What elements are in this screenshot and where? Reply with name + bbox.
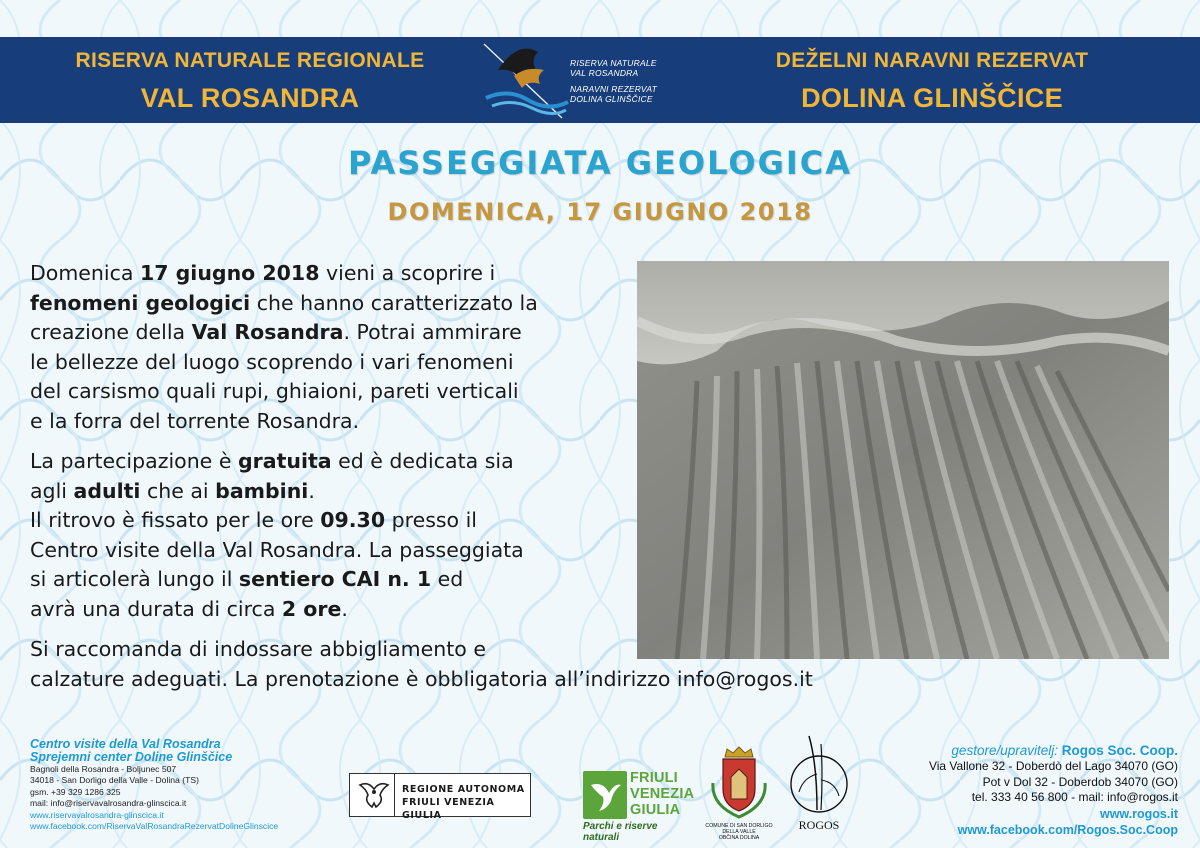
body-text-run: Il ritrovo è fissato per le ore <box>30 508 321 532</box>
body-text-run: calzature adeguati. La prenotazione è obbligatoria all’indirizzo info@rogos.it <box>30 666 813 691</box>
header-right-line1: DEŽELNI NARAVNI REZERVAT <box>775 49 1089 72</box>
highlight-text: adulti <box>73 478 141 503</box>
body-text-run: vieni a scoprire i <box>319 261 496 285</box>
highlight-text: gratuita <box>237 449 332 473</box>
rogos-word: ROGOS <box>798 818 840 832</box>
fvg-parks-logo <box>583 771 693 841</box>
manager-name: Rogos Soc. Coop. <box>1061 743 1178 758</box>
body-text-run: . Potrai ammirare <box>343 320 522 344</box>
municipal-crest-icon <box>707 743 771 823</box>
manager-facebook-link[interactable]: www.facebook.com/Rogos.Soc.Coop <box>957 822 1178 837</box>
manager-info <box>929 742 1178 838</box>
highlight-text: 09.30 <box>320 508 386 532</box>
regione-line1: REGIONE AUTONOMA <box>402 784 525 795</box>
visitor-center-website-link[interactable]: www.riservavalrosandra-glinscica.it <box>30 809 164 820</box>
header-right-title <box>712 37 1152 123</box>
event-date: DOMENICA, 17 GIUGNO 2018 <box>387 198 813 226</box>
visitor-center-info <box>30 738 278 832</box>
fvg-bird-mark <box>583 771 627 819</box>
body-text-run: che hanno caratterizzato la <box>250 290 538 315</box>
manager-title <box>929 742 1178 759</box>
visitor-center-address-2: 34018 - San Dorligo della Valle - Dolina (TS) <box>30 775 199 786</box>
body-text-run: le bellezze del luogo scoprendo i vari fenomeni <box>30 349 514 374</box>
highlight-text: fenomeni geologici <box>30 290 251 315</box>
rogos-logo <box>787 734 851 834</box>
header-left-title <box>30 37 470 123</box>
eagle-icon <box>356 779 392 811</box>
highlight-text: bambini <box>215 478 309 503</box>
bat-icon <box>478 40 570 122</box>
comune-caption-2: DELLA VALLE <box>722 829 756 836</box>
highlight-text: Val Rosandra <box>191 320 344 344</box>
body-text-run: . <box>308 478 315 503</box>
body-text-run: creazione della <box>30 320 192 344</box>
event-title: PASSEGGIATA GEOLOGICA <box>348 144 852 182</box>
logo-text-it-1: RISERVA NATURALE <box>570 58 657 68</box>
fvg-subtitle: Parchi e riserve naturali <box>583 821 658 843</box>
comune-san-dorligo-logo <box>707 743 771 848</box>
manager-website-link[interactable]: www.rogos.it <box>1099 806 1178 821</box>
logo-text-sl-2: DOLINA GLINŠČICE <box>570 94 653 104</box>
comune-caption-3: OBČINA DOLINA <box>718 835 760 842</box>
header-right-line2: DOLINA GLINŠČICE <box>801 83 1063 113</box>
header-left-line2: VAL ROSANDRA <box>140 83 360 113</box>
fvg-word-2: VENEZIA <box>630 786 695 802</box>
body-text-run: Domenica <box>30 261 140 285</box>
regione-line2: FRIULI VENEZIA GIULIA <box>402 797 495 821</box>
body-text-run: agli <box>30 478 74 503</box>
visitor-center-gsm: gsm. +39 329 1286 325 <box>30 786 121 797</box>
highlight-text: 2 ore <box>281 596 342 621</box>
rogos-emblem-icon <box>787 734 851 818</box>
fvg-word-1: FRIULI <box>630 770 678 786</box>
body-text-run: Si raccomanda di indossare abbigliamento e <box>30 637 486 661</box>
body-text-run: che ai <box>140 478 216 503</box>
visitor-center-title-it: Centro visite della Val Rosandra <box>30 737 221 751</box>
comune-caption-1: COMUNE DI SAN DORLIGO <box>705 823 773 829</box>
manager-address-1: Via Vallone 32 - Doberdò del Lago 34070 (GO) <box>928 759 1178 773</box>
fvg-word-3: GIULIA <box>630 802 681 818</box>
visitor-center-title-sl: Sprejemni center Doline Glinščice <box>30 750 233 764</box>
body-text-run: del carsismo quali rupi, ghiaioni, pareti verticali <box>30 379 519 403</box>
manager-title-prefix: gestore/upravitelj: <box>951 743 1058 758</box>
body-text-run: La partecipazione è <box>30 449 238 473</box>
body-text-run: Centro visite della Val Rosandra. La passeggiata <box>30 537 524 562</box>
logo-text-it-2: VAL ROSANDRA <box>570 68 639 78</box>
reserve-logo <box>478 40 678 122</box>
body-text-run: . <box>341 596 348 621</box>
body-text-run: si articolerà lungo il <box>30 567 239 591</box>
highlight-text: 17 giugno 2018 <box>139 261 320 285</box>
visitor-center-address-1: Bagnoli della Rosandra - Boljunec 507 <box>30 764 177 774</box>
karst-rock-photo <box>637 261 1169 659</box>
bird-icon <box>583 771 627 819</box>
manager-contact: tel. 333 40 56 800 - mail: info@rogos.it <box>971 790 1178 804</box>
body-text-run: ed è dedicata sia <box>331 449 514 473</box>
logo-text-sl-1: NARAVNI REZERVAT <box>570 84 657 94</box>
highlight-text: sentiero CAI n. 1 <box>238 567 432 591</box>
body-text-run: presso il <box>385 508 478 532</box>
visitor-center-mail: mail: info@riservavalrosandra-glinscica.it <box>30 798 187 809</box>
manager-address-2: Pot v Dol 32 - Doberdob 34070 (GO) <box>982 774 1178 789</box>
regione-fvg-logo <box>349 773 531 821</box>
body-text-run: ed <box>431 567 464 591</box>
body-text-run: avrà una durata di circa <box>30 596 282 621</box>
header-left-line1: RISERVA NATURALE REGIONALE <box>75 49 425 72</box>
body-text-run: e la forra del torrente Rosandra. <box>30 408 360 433</box>
visitor-center-facebook-link[interactable]: www.facebook.com/RiservaValRosandraRezervatDolineGlinscice <box>30 821 279 832</box>
